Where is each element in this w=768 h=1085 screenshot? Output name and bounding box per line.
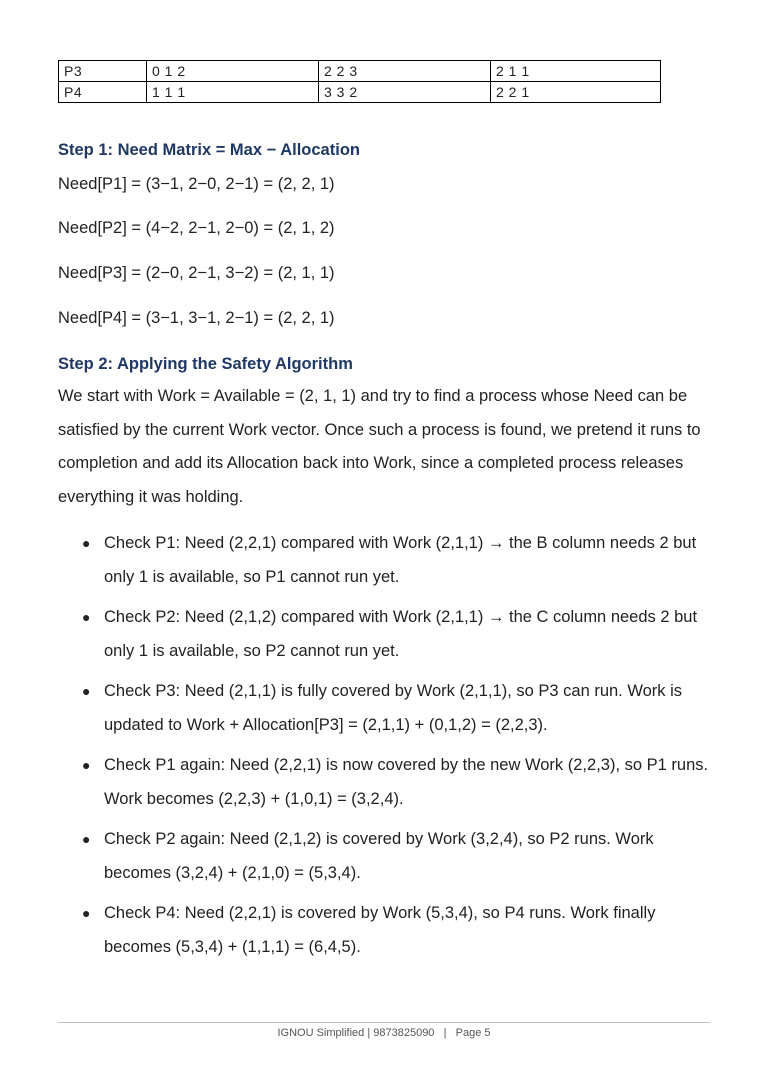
bullet-icon: ● <box>82 535 91 551</box>
step1-heading: Step 1: Need Matrix = Max − Allocation <box>58 141 360 159</box>
need-line-p4: Need[P4] = (3−1, 3−1, 2−1) = (2, 2, 1) <box>58 309 335 327</box>
list-item-text: Check P4: Need (2,2,1) is covered by Work (5,3,4), so P4 runs. Work finally becomes (5,3,4) + (1,1,1) = (6,4,5). <box>104 904 656 956</box>
list-item-text: Check P1: Need (2,2,1) compared with Work (2,1,1) → the B column needs 2 but only 1 is available, so P1 cannot run yet. <box>104 534 697 586</box>
table-cell: 2 2 3 <box>319 61 491 82</box>
bullet-icon: ● <box>82 905 91 921</box>
bullet-icon: ● <box>82 831 91 847</box>
step2-intro-paragraph: We start with Work = Available = (2, 1, 1) and try to find a process whose Need can be satisfied by the current Work vector. Once such a process is found, we pretend it runs to completion and add its Allocation back into Work, since a completed process releases everything it was holding. <box>58 387 701 506</box>
table-cell: P3 <box>59 61 147 82</box>
table-cell: 2 1 1 <box>491 61 661 82</box>
list-item <box>58 674 710 742</box>
table-cell: P4 <box>59 82 147 103</box>
table-cell: 2 2 1 <box>491 82 661 103</box>
list-item <box>58 748 710 816</box>
table-cell: 1 1 1 <box>147 82 319 103</box>
list-item-text: Check P3: Need (2,1,1) is fully covered by Work (2,1,1), so P3 can run. Work is updated to Work + Allocation[P3] = (2,1,1) + (0,1,2) = (2,2,3). <box>104 682 683 734</box>
list-item <box>58 896 710 964</box>
list-item <box>58 822 710 890</box>
list-item-text: Check P1 again: Need (2,2,1) is now covered by the new Work (2,2,3), so P1 runs. Work becomes (2,2,3) + (1,0,1) = (3,2,4). <box>104 756 709 808</box>
table-row <box>59 61 661 82</box>
step2-heading: Step 2: Applying the Safety Algorithm <box>58 355 353 373</box>
need-line-p3: Need[P3] = (2−0, 2−1, 3−2) = (2, 1, 1) <box>58 264 335 282</box>
list-item <box>58 600 710 668</box>
safety-check-list <box>58 526 710 970</box>
bullet-icon: ● <box>82 757 91 773</box>
bullet-icon: ● <box>82 609 91 625</box>
list-item-text: Check P2 again: Need (2,1,2) is covered by Work (3,2,4), so P2 runs. Work becomes (3,2,4) + (2,1,0) = (5,3,4). <box>104 830 654 882</box>
bullet-icon: ● <box>82 683 91 699</box>
list-item <box>58 526 710 594</box>
table-row <box>59 82 661 103</box>
need-line-p2: Need[P2] = (4−2, 2−1, 2−0) = (2, 1, 2) <box>58 219 335 237</box>
need-line-p1: Need[P1] = (3−1, 2−0, 2−1) = (2, 2, 1) <box>58 175 335 193</box>
list-item-text: Check P2: Need (2,1,2) compared with Work (2,1,1) → the C column needs 2 but only 1 is available, so P2 cannot run yet. <box>104 608 698 660</box>
footer-divider <box>58 1022 710 1023</box>
allocation-table <box>58 60 661 103</box>
table-cell: 0 1 2 <box>147 61 319 82</box>
table-cell: 3 3 2 <box>319 82 491 103</box>
page-footer: IGNOU Simplified | 9873825090 | Page 5 <box>277 1027 491 1039</box>
